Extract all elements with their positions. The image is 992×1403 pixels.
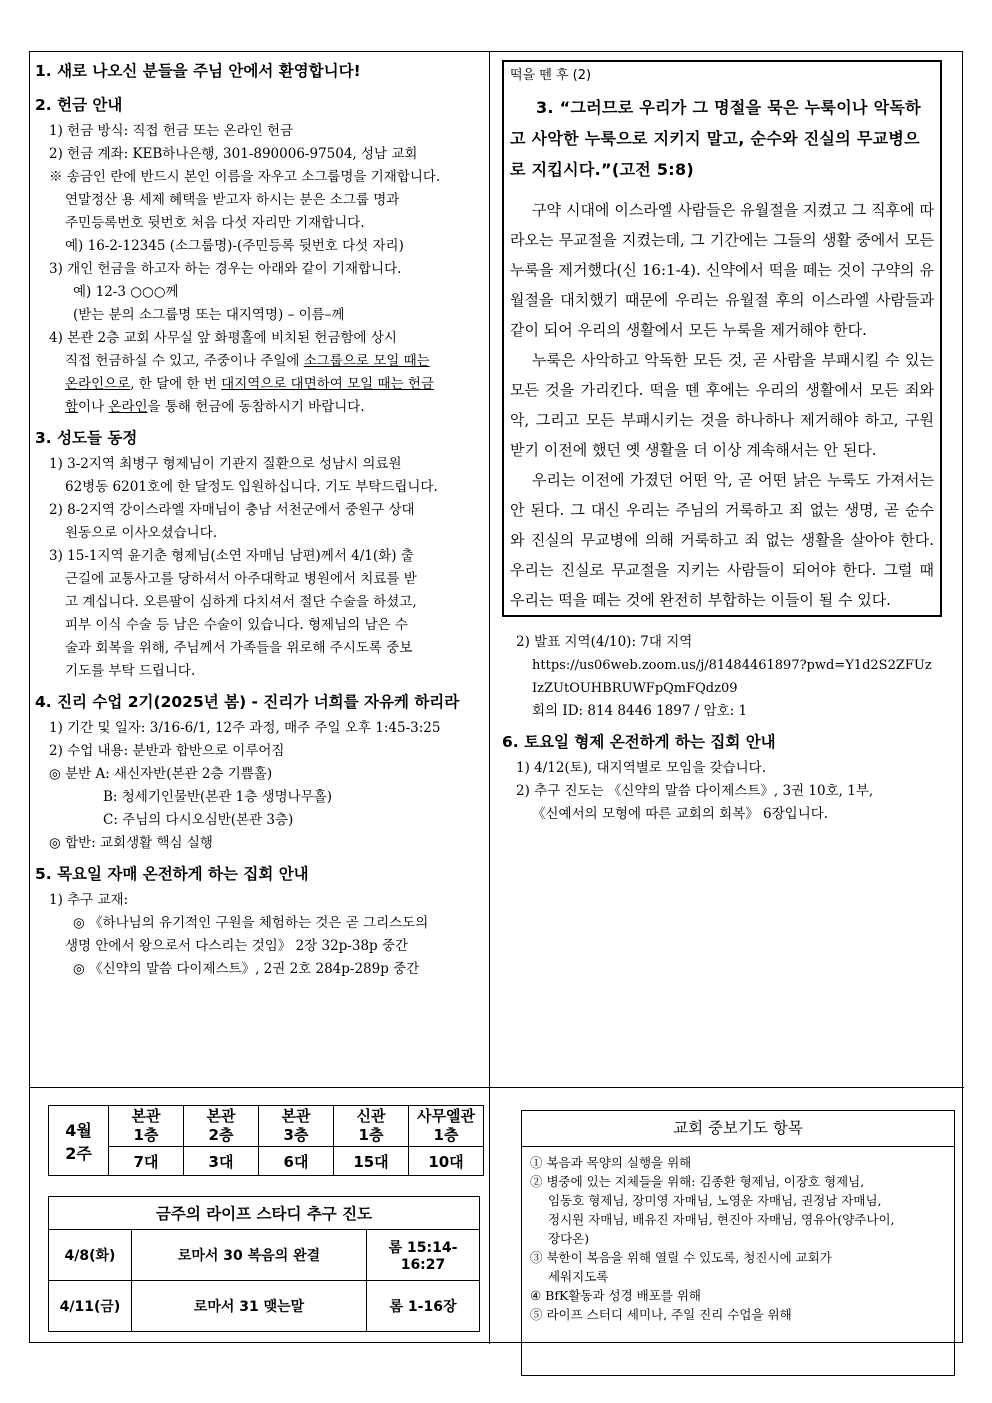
members-line: 2) 8-2지역 강이스라엘 자매님이 충남 서천군에서 중원구 상대 — [49, 502, 415, 518]
district-cell: 10대 — [409, 1147, 484, 1176]
offering-line — [35, 350, 483, 373]
members-line: 피부 이식 수술 등 남은 수술이 있습니다. 형제님의 남은 수 — [65, 617, 408, 633]
offering-line — [35, 373, 483, 396]
thursday-line: 1) 추구 교재: — [49, 892, 129, 908]
underlined-text: 온라인 — [108, 399, 148, 415]
text: 직접 헌금하실 수 있고, 주중이나 주일에 — [65, 353, 304, 369]
study-ref: 롬 1-16장 — [367, 1281, 480, 1332]
building-cell — [259, 1106, 334, 1147]
section-offering-title: 2. 헌금 안내 — [35, 96, 123, 114]
section-truth-class-title: 4. 진리 수업 2기(2025년 봄) - 진리가 너희를 자유케 하리라 — [35, 693, 460, 711]
prayer-item: ② 병중에 있는 지체들을 위해: 김종환 형제님, 이장호 형제님, — [530, 1174, 865, 1189]
study-date: 4/8(화) — [49, 1230, 132, 1281]
prayer-box — [521, 1110, 955, 1376]
prayer-item: ④ BfK활동과 성경 배포를 위해 — [530, 1288, 702, 1303]
text: 본관 — [206, 1107, 236, 1125]
underlined-text: 대지역으로 대면하여 모일 때는 헌금 — [221, 376, 434, 392]
table-row — [49, 1197, 480, 1230]
district-cell: 15대 — [334, 1147, 409, 1176]
section-members-title: 3. 성도들 동정 — [35, 429, 138, 447]
text: 이나 — [78, 399, 109, 415]
right-column — [502, 60, 950, 826]
truth-class-line: ◎ 합반: 교회생활 핵심 실행 — [49, 835, 213, 851]
prayer-item: 임동호 형제님, 장미영 자매님, 노영운 자매님, 권정남 자매님, — [548, 1193, 882, 1208]
saturday-line: 《신예서의 모형에 따른 교회의 회복》 6장입니다. — [532, 806, 829, 822]
offering-line: 예) 16-2-12345 (소그룹명)-(주민등록 뒷번호 다섯 자리) — [65, 238, 404, 254]
text: 1층 — [358, 1126, 384, 1144]
section-thursday-title: 5. 목요일 자매 온전하게 하는 집회 안내 — [35, 865, 309, 883]
offering-line: 3) 개인 헌금을 하고자 하는 경우는 아래와 같이 기재합니다. — [49, 261, 402, 277]
building-cell — [334, 1106, 409, 1147]
truth-class-line: ◎ 분반 A: 새신자반(본관 2층 기쁨홀) — [49, 766, 273, 782]
text: 2주 — [65, 1143, 92, 1163]
prayer-item: 세워지도록 — [548, 1269, 609, 1284]
offering-line: 1) 헌금 방식: 직접 헌금 또는 온라인 헌금 — [49, 123, 294, 139]
truth-class-line: 2) 수업 내용: 분반과 합반으로 이루어짐 — [49, 743, 285, 759]
table-row — [49, 1230, 480, 1281]
table-row — [49, 1147, 484, 1176]
zoom-line: 2) 발표 지역(4/10): 7대 지역 — [516, 634, 693, 650]
prayer-item: 장다온) — [548, 1231, 590, 1246]
district-cell: 6대 — [259, 1147, 334, 1176]
members-line: 1) 3-2지역 최병구 형제님이 기관지 질환으로 성남시 의료원 — [49, 456, 402, 472]
truth-class-line: 1) 기간 및 일자: 3/16-6/1, 12주 과정, 매주 주일 오후 1:45-3:25 — [49, 720, 441, 736]
text: 을 통해 헌금에 동참하시기 바랍니다. — [147, 399, 365, 415]
offering-line: 4) 본관 2층 교회 사무실 앞 화평홀에 비치된 헌금함에 상시 — [49, 330, 397, 346]
thursday-line: ◎ 《하나님의 유기적인 구원을 체험하는 것은 곧 그리스도의 — [73, 915, 429, 931]
members-line: 62병동 6201호에 한 달정도 입원하십니다. 기도 부탁드립니다. — [65, 479, 438, 495]
members-line: 근길에 교통사고를 당하셔서 아주대학교 병원에서 치료를 받 — [65, 571, 417, 587]
bottom-divider — [30, 1087, 964, 1088]
table-title: 금주의 라이프 스타디 추구 진도 — [49, 1197, 480, 1230]
study-title: 로마서 30 복음의 완결 — [132, 1230, 367, 1281]
members-line: 술과 회복을 위해, 주님께서 가족들을 위로해 주시도록 중보 — [65, 640, 413, 656]
table-row — [49, 1106, 484, 1147]
section-saturday-title: 6. 토요일 형제 온전하게 하는 집회 안내 — [502, 733, 776, 751]
column-divider — [489, 52, 490, 1344]
prayer-title: 교회 중보기도 항목 — [522, 1111, 954, 1147]
zoom-meeting-id: 회의 ID: 814 8446 1897 / 암호: 1 — [532, 703, 748, 719]
week-cell — [49, 1106, 109, 1176]
underlined-text: 함 — [65, 399, 79, 415]
members-line: 원동으로 이사오셨습니다. — [65, 525, 218, 541]
text: 4월 — [65, 1120, 92, 1140]
members-line: 3) 15-1지역 윤기춘 형제님(소연 자매님 남편)께서 4/1(화) 출 — [49, 548, 414, 564]
offering-line — [35, 396, 483, 419]
prayer-item: 정시원 자매님, 배유진 자매님, 현진아 자매님, 영유아(양주나이, — [548, 1212, 895, 1227]
text: 사무엘관 — [417, 1107, 475, 1125]
text: 1층 — [433, 1126, 459, 1144]
section-welcome-title: 1. 새로 나오신 분들을 주님 안에서 환영합니다! — [35, 62, 361, 80]
thursday-line: ◎ 《신약의 말씀 다이제스트》, 2권 2호 284p-289p 중간 — [73, 961, 420, 977]
members-line: 기도를 부탁 드립니다. — [65, 663, 196, 679]
thursday-line: 생명 안에서 왕으로서 다스리는 것임》 2장 32p-38p 중간 — [65, 938, 409, 954]
box-title: 떡을 뗀 후 (2) — [510, 68, 592, 83]
body-paragraph: 구약 시대에 이스라엘 사람들은 유월절을 지켰고 그 직후에 따라오는 무교절을 지켰는데, 그 기간에는 그들의 생활 중에서 모든 누룩을 제거했다(신 16:1-4). 신약에서 떡을 떼는 것이 구약의 유월절을 대치했기 때문에 우리는 유월절 후의 이스라엘 사람들과 같이 되어 우리의 생활에서 모든 누룩을 제거해야 한다. — [510, 201, 934, 339]
life-study-table — [48, 1196, 480, 1332]
district-cell: 3대 — [184, 1147, 259, 1176]
zoom-link[interactable]: https://us06web.zoom.us/j/81484461897?pwd=Y1d2S2ZFUz — [532, 658, 932, 673]
body-paragraph: 우리는 이전에 가졌던 어떤 악, 곧 어떤 낡은 누룩도 가져서는 안 된다. 그 대신 우리는 주님의 거룩하고 죄 없는 생명, 곧 순수와 진실의 무교병에 의해 거룩하고 죄 없는 생활을 살아야 한다. 우리는 진실로 무교절을 지키는 사람들이 되어야 한다. 그럴 때 우리는 떡을 떼는 것에 완전히 부합하는 이들이 될 수 있다. — [510, 471, 934, 609]
zoom-link[interactable]: IzZUtOUHBRUWFpQmFQdz09 — [532, 681, 738, 696]
prayer-item: ⑤ 라이프 스터디 세미나, 주일 진리 수업을 위해 — [530, 1307, 792, 1322]
text: 본관 — [131, 1107, 161, 1125]
members-line: 고 계십니다. 오른팔이 심하게 다치셔서 절단 수술을 하셨고, — [65, 594, 417, 610]
study-title: 로마서 31 맺는말 — [132, 1281, 367, 1332]
building-cell — [109, 1106, 184, 1147]
text: , 한 달에 한 번 — [130, 376, 222, 392]
offering-line: 연말정산 용 세제 혜택을 받고자 하시는 분은 소그룹 명과 — [65, 192, 400, 208]
underlined-text: 소그룹으로 모일 때는 — [303, 353, 430, 369]
text: 1층 — [133, 1126, 159, 1144]
offering-line: 2) 헌금 계좌: KEB하나은행, 301-890006-97504, 성남 교회 — [49, 146, 418, 162]
bread-breaking-box — [502, 60, 942, 617]
table-row — [49, 1281, 480, 1332]
district-cell: 7대 — [109, 1147, 184, 1176]
truth-class-line: C: 주님의 다시오심반(본관 3층) — [103, 812, 294, 828]
cleaning-table — [48, 1105, 484, 1176]
verse-text: 3. “그러므로 우리가 그 명절을 묵은 누룩이나 악독하고 사악한 누룩으로 지키지 말고, 순수와 진실의 무교병으로 지킵시다.”(고전 5:8) — [510, 98, 921, 179]
building-cell — [409, 1106, 484, 1147]
saturday-line: 2) 추구 진도는 《신약의 말씀 다이제스트》, 3권 10호, 1부, — [516, 783, 874, 799]
underlined-text: 온라인으로 — [65, 376, 131, 392]
study-date: 4/11(금) — [49, 1281, 132, 1332]
offering-line: (받는 분의 소그룹명 또는 대지역명) – 이름–께 — [73, 307, 345, 323]
offering-line: 예) 12-3 ○○○께 — [73, 284, 179, 300]
text: 본관 — [281, 1107, 311, 1125]
prayer-item: ③ 북한이 복음을 위해 열릴 수 있도록, 청진시에 교회가 — [530, 1250, 832, 1265]
body-paragraph: 누룩은 사악하고 악독한 모든 것, 곧 사람을 부패시킬 수 있는 모든 것을 가리킨다. 떡을 뗀 후에는 우리의 생활에서 모든 죄와 악, 그리고 모든 부패시키는 것을 하나하나 제거해야 하고, 구원받기 이전에 했던 옛 생활을 더 이상 계속해서는 안 된다. — [510, 351, 934, 459]
left-column — [35, 60, 483, 981]
text: 3층 — [283, 1126, 309, 1144]
offering-line: 주민등록번호 뒷번호 처음 다섯 자리만 기재합니다. — [65, 215, 365, 231]
text: 신관 — [356, 1107, 386, 1125]
study-ref: 롬 15:14-16:27 — [367, 1230, 480, 1281]
saturday-line: 1) 4/12(토), 대지역별로 모임을 갖습니다. — [516, 760, 766, 776]
text: 2층 — [208, 1126, 234, 1144]
building-cell — [184, 1106, 259, 1147]
truth-class-line: B: 청세기인물반(본관 1층 생명나무홀) — [103, 789, 333, 805]
prayer-item: ① 복음과 목양의 실행을 위해 — [530, 1155, 692, 1170]
offering-line: ※ 송금인 란에 반드시 본인 이름을 자우고 소그룹명을 기재합니다. — [49, 169, 441, 185]
